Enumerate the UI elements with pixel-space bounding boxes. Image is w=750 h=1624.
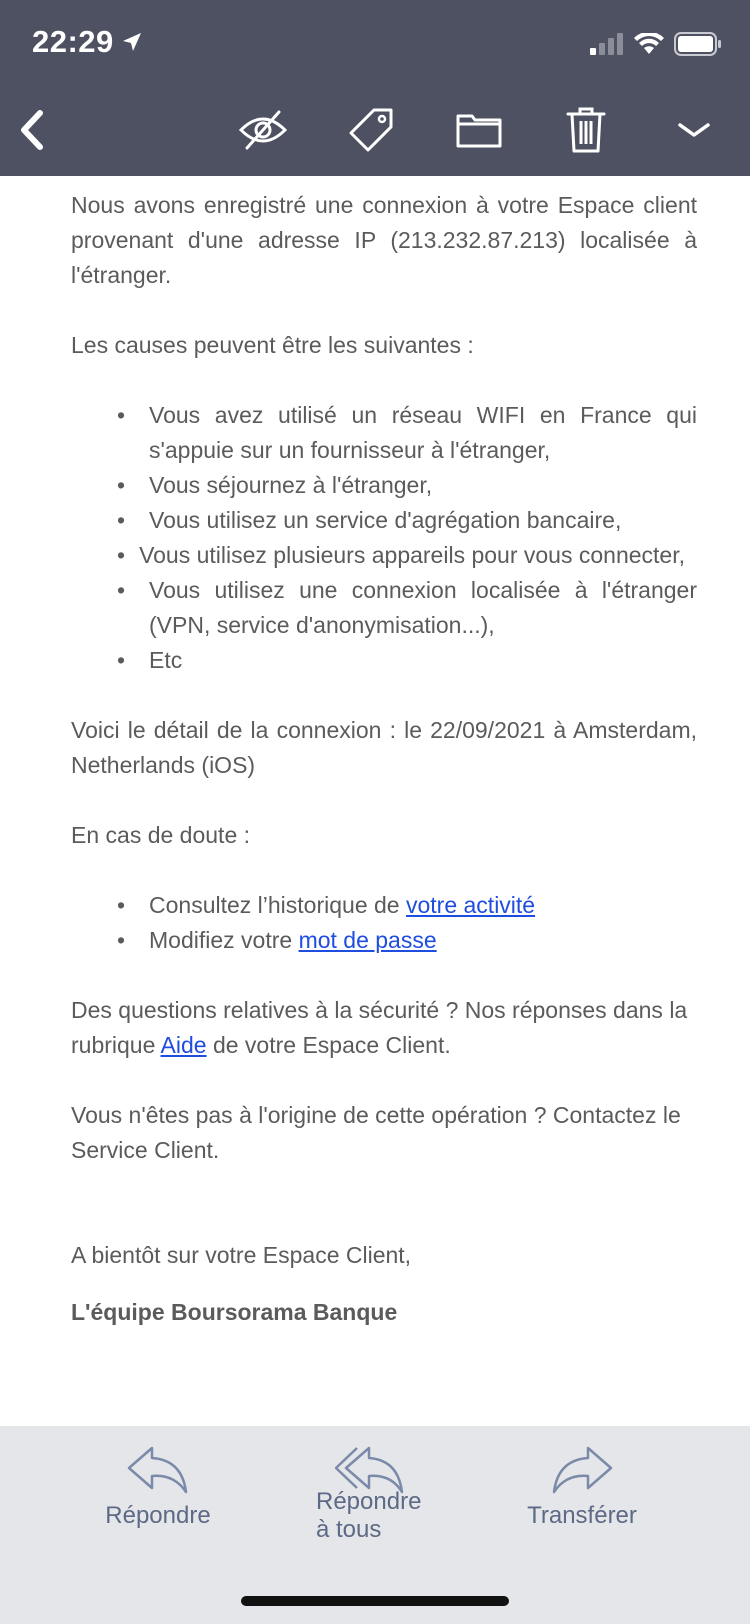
bullet: •: [117, 927, 126, 953]
bullet: •: [117, 472, 126, 498]
bullet: •: [117, 507, 126, 533]
contact-paragraph: Vous n'êtes pas à l'origine de cette opération ? Contactez le Service Client.: [71, 1102, 681, 1163]
bullet: •: [117, 892, 126, 918]
list-item: • Vous utilisez plusieurs appareils pour vous connecter,: [117, 542, 685, 568]
forward-button[interactable]: [520, 1444, 644, 1530]
closing-line: A bientôt sur votre Espace Client,: [71, 1242, 412, 1268]
delete-button[interactable]: [556, 100, 616, 160]
location-arrow-icon: [120, 30, 144, 54]
tag-button[interactable]: [341, 100, 401, 160]
doubt-heading: En cas de doute :: [71, 822, 251, 848]
status-time-text: 22:29: [32, 24, 114, 59]
forward-label: Transférer: [527, 1502, 637, 1529]
activity-link[interactable]: votre activité: [405, 892, 536, 918]
nav-header: [0, 0, 750, 176]
status-icons: [590, 32, 722, 56]
connection-detail: Voici le détail de la connexion : le 22/09/2021 à Amsterdam, Netherlands (iOS): [71, 717, 697, 778]
help-link[interactable]: Aide: [160, 1032, 207, 1058]
tag-icon: [347, 106, 395, 154]
security-paragraph: Des questions relatives à la sécurité ? Nos réponses dans la rubrique Aide de votre Espace Client.: [71, 997, 688, 1058]
list-item: • Etc: [71, 643, 697, 678]
reply-label: Répondre: [105, 1502, 211, 1529]
wifi-icon: [634, 33, 664, 55]
home-indicator: [241, 1596, 509, 1606]
list-item: • Vous séjournez à l'étranger,: [71, 468, 697, 503]
bullet: •: [117, 402, 126, 428]
move-folder-button[interactable]: [449, 100, 509, 160]
email-body: [71, 188, 697, 1330]
eye-slash-icon: [238, 108, 288, 152]
list-item: • Vous avez utilisé un réseau WIFI en France qui s'appuie sur un fournisseur à l'étranger,: [71, 398, 697, 468]
reply-all-button[interactable]: [308, 1444, 432, 1544]
chevron-down-icon: [676, 120, 712, 140]
bottom-action-bar: [0, 1426, 750, 1624]
status-time: [32, 24, 144, 60]
intro-paragraph: Nous avons enregistré une connexion à votre Espace client provenant d'une adresse IP (213.232.87.213) localisée à l'étranger.: [71, 192, 697, 288]
back-button[interactable]: [2, 100, 62, 160]
reply-all-label: Répondre à tous: [316, 1488, 422, 1543]
folder-icon: [456, 112, 502, 148]
password-link[interactable]: mot de passe: [298, 927, 437, 953]
mark-unread-button[interactable]: [233, 100, 293, 160]
chevron-left-icon: [15, 108, 49, 152]
signature: L'équipe Boursorama Banque: [71, 1299, 398, 1325]
bullet: •: [117, 647, 126, 673]
signal-icon: [590, 33, 624, 55]
trash-icon: [565, 106, 607, 154]
battery-icon: [674, 32, 722, 56]
causes-list: [71, 398, 697, 678]
causes-heading: Les causes peuvent être les suivantes :: [71, 332, 474, 358]
reply-button[interactable]: [96, 1444, 220, 1530]
reply-icon: [126, 1444, 190, 1496]
list-item: • Vous utilisez un service d'agrégation bancaire,: [71, 503, 697, 538]
list-item: • Consultez l’historique de votre activité: [71, 888, 697, 923]
forward-icon: [550, 1444, 614, 1496]
bullet: •: [117, 577, 126, 603]
bullet: •: [117, 542, 126, 568]
more-actions-button[interactable]: [664, 100, 724, 160]
list-item: • Modifiez votre mot de passe: [71, 923, 697, 958]
list-item: • Vous utilisez une connexion localisée à l'étranger (VPN, service d'anonymisation...),: [71, 573, 697, 643]
doubt-list: [71, 888, 697, 958]
